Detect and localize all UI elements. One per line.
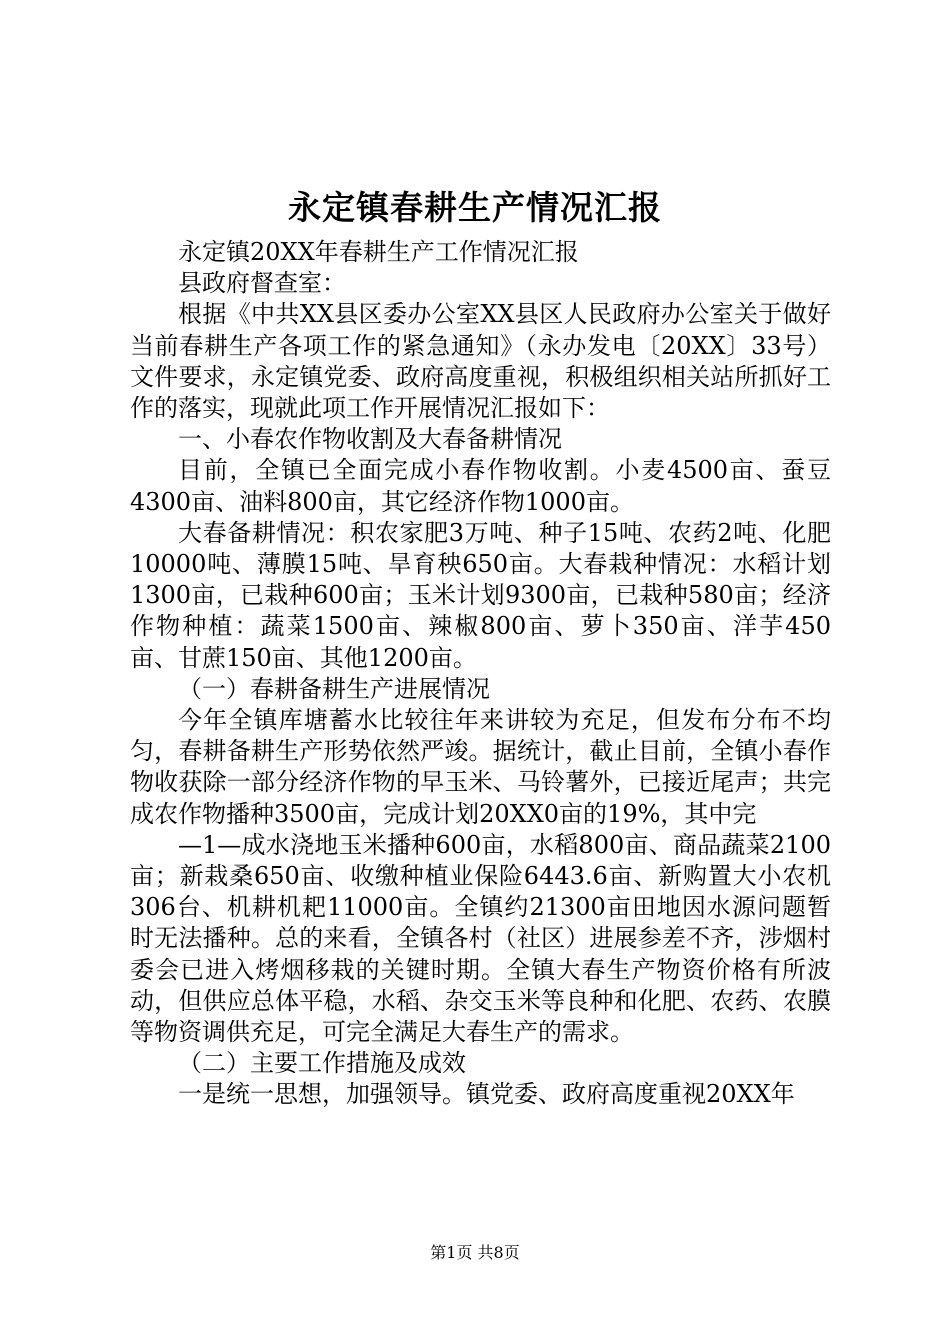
paragraph-intro: 根据《中共XX县区委办公室XX县区人民政府办公室关于做好当前春耕生产各项工作的紧急通知》（永办发电〔20XX〕33号）文件要求，永定镇党委、政府高度重视，积极组织相关站所抓好工作的落实，现就此项工作开展情况汇报如下： [130,300,831,423]
paragraph-addressee: 县政府督查室： [178,269,346,298]
paragraph-harvest: 目前，全镇已全面完成小春作物收割。小麦4500亩、蚕豆4300亩、油料800亩，其它经济作物1000亩。 [130,456,831,516]
subsection-heading-1: （一）春耕备耕生产进展情况 [178,674,490,703]
paragraph-progress-continued: —1—成水浇地玉米播种600亩，水稻800亩、商品蔬菜2100亩；新栽桑650亩、收缴种植业保险6443.6亩、新购置大小农机306台、机耕机耙11000亩。全镇约21300亩田地因水源问题暂时无法播种。总的来看，全镇各村（社区）进展参差不齐，涉烟村委会已进入烤烟移栽的关键时期。全镇大春生产物资价格有所波动，但供应总体平稳，水稻、杂交玉米等良种和化肥、农药、农膜等物资调供充足，可完全满足大春生产的需求。 [130,830,831,1047]
subsection-heading-2: （二）主要工作措施及成效 [178,1049,466,1078]
paragraph-subtitle: 永定镇20XX年春耕生产工作情况汇报 [178,238,579,266]
document-body [130,237,831,1111]
page-footer: 第1页 共8页 [430,1243,520,1262]
section-heading-1: 一、小春农作物收割及大春备耕情况 [178,425,562,454]
paragraph-preparation: 大春备耕情况：积农家肥3万吨、种子15吨、农药2吨、化肥10000吨、薄膜15吨、旱育秧650亩。大春栽种情况：水稻计划1300亩，已栽种600亩；玉米计划9300亩，已栽种580亩；经济作物种植：蔬菜1500亩、辣椒800亩、萝卜350亩、洋芋450亩、甘蔗150亩、其他1200亩。 [130,518,831,672]
paragraph-progress: 今年全镇库塘蓄水比较往年来讲较为充足，但发布分布不均匀，春耕备耕生产形势依然严竣。据统计，截止目前，全镇小春作物收获除一部分经济作物的早玉米、马铃薯外，已接近尾声；共完成农作物播种3500亩，完成计划20XX0亩的19%，其中完 [130,706,831,828]
paragraph-measures: 一是统一思想，加强领导。镇党委、政府高度重视20XX年 [178,1080,795,1109]
document-title: 永定镇春耕生产情况汇报 [288,188,662,227]
